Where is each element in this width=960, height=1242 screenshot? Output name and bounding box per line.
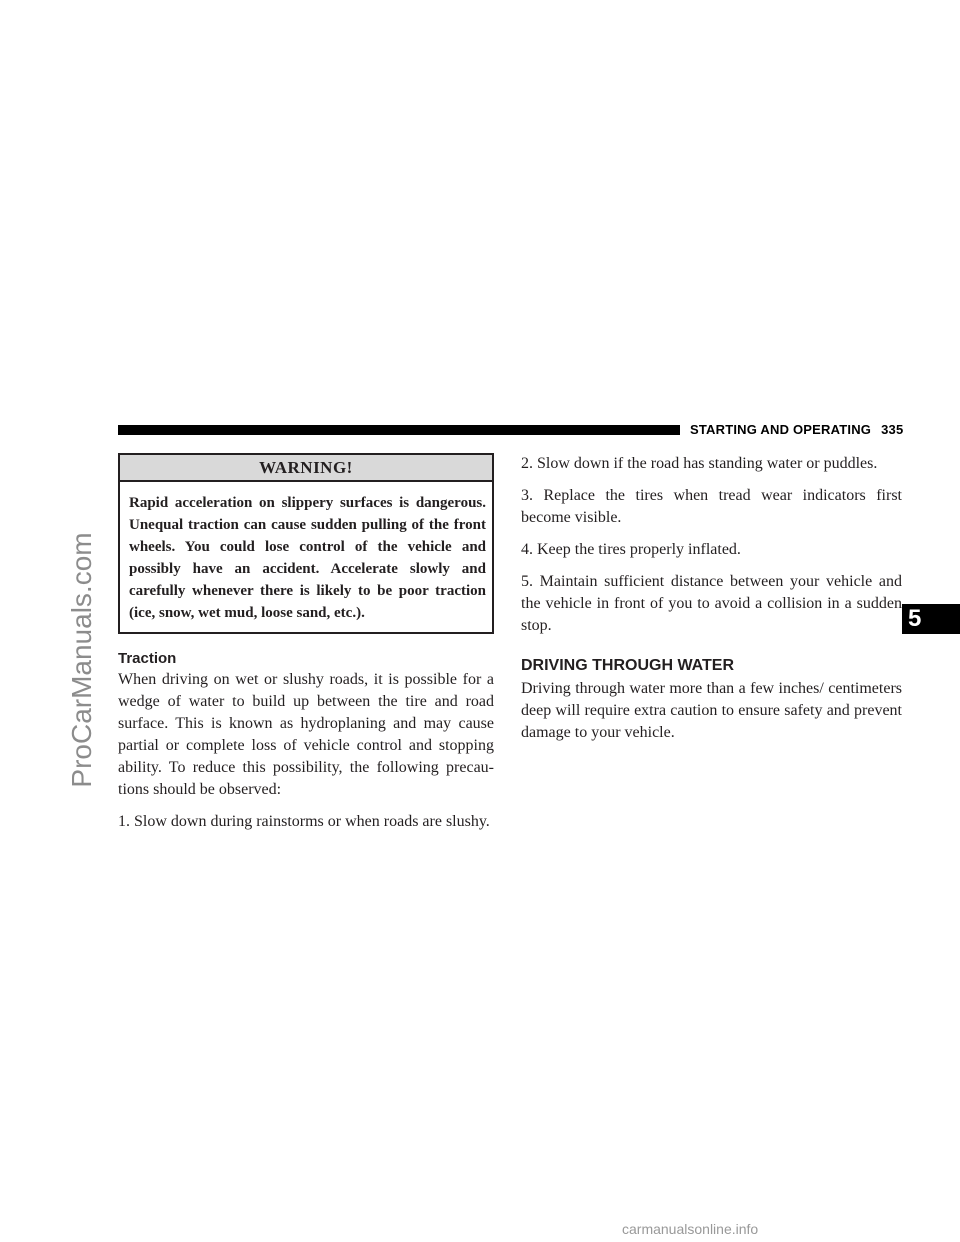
step-2: 2. Slow down if the road has standing water or puddles. bbox=[521, 455, 878, 472]
step-1: 1. Slow down during rainstorms or when roads are slushy. bbox=[118, 813, 490, 830]
step-4: 4. Keep the tires properly inflated. bbox=[521, 541, 741, 558]
chapter-tab bbox=[902, 604, 960, 634]
water-paragraph: Driving through water more than a few inches/ centimeters deep will require extra caution to ensure safety and prevent damage to your vehicle. bbox=[521, 680, 902, 741]
running-header bbox=[690, 422, 903, 437]
chapter-number: 5 bbox=[908, 605, 922, 632]
water-heading: DRIVING THROUGH WATER bbox=[521, 657, 735, 674]
page-number: 335 bbox=[881, 422, 904, 437]
traction-paragraph: When driving on wet or slushy roads, it is possible for a wedge of water to build up between the tire and road surface. This is known as hydroplaning and may cause partial or complete loss of vehicle control and stopping ability. To reduce this possibility, the following precau-tions should be observed: bbox=[118, 671, 494, 798]
side-watermark: ProCarManuals.com bbox=[66, 532, 97, 788]
warning-text: Rapid acceleration on slippery surfaces is dangerous. Unequal traction can cause sudden pulling of the front wheels. You could lose control of the vehicle and possibly have an accident. Accelerate slowly and carefully whenever there is likely to be poor traction (ice, snow, wet mud, loose sand, etc.). bbox=[129, 495, 486, 621]
footer-watermark: carmanualsonline.info bbox=[622, 1221, 759, 1237]
left-column bbox=[118, 453, 494, 843]
step-5: 5. Maintain sufficient distance between your vehicle and the vehicle in front of you to avoid a collision in a sudden stop. bbox=[521, 573, 902, 634]
section-title: STARTING AND OPERATING bbox=[690, 422, 872, 437]
traction-heading: Traction bbox=[118, 650, 177, 667]
warning-box bbox=[118, 453, 494, 634]
warning-title: WARNING! bbox=[120, 455, 492, 482]
step-3: 3. Replace the tires when tread wear indicators first become visible. bbox=[521, 487, 902, 526]
right-column bbox=[521, 453, 902, 754]
header-rule bbox=[118, 425, 680, 435]
